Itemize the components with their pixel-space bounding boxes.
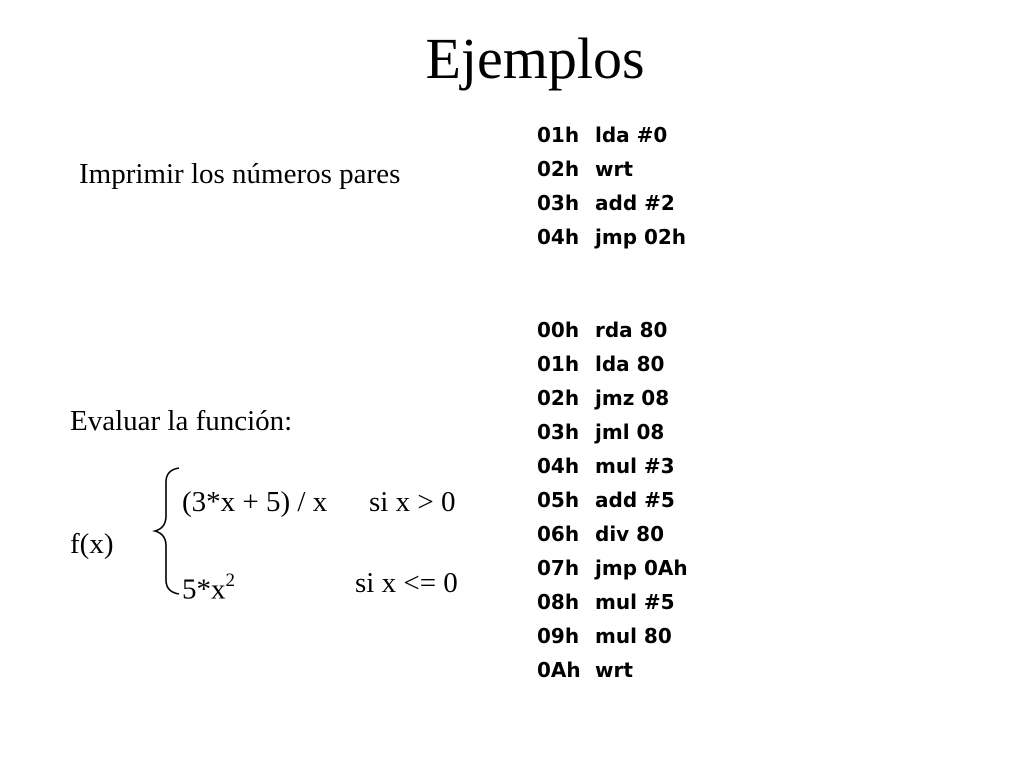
code-line [537, 551, 688, 585]
code-line [537, 118, 686, 152]
code-address: 00h [537, 318, 580, 342]
function-label: f(x) [70, 528, 114, 560]
code-address: 02h [537, 386, 580, 410]
code-line [537, 585, 688, 619]
code-address: 08h [537, 590, 580, 614]
code-line [537, 517, 688, 551]
code-line [537, 152, 686, 186]
code-instruction: mul #5 [595, 590, 675, 614]
slide-title: Ejemplos [425, 26, 645, 91]
code-instruction: div 80 [595, 522, 665, 546]
case2-expression-base: 5*x [182, 573, 226, 606]
example2-task: Evaluar la función: [70, 405, 293, 437]
code-instruction: jmz 08 [595, 386, 670, 410]
left-brace-icon [152, 466, 182, 596]
code-address: 05h [537, 488, 580, 512]
code-address: 04h [537, 454, 580, 478]
example1-task: Imprimir los números pares [79, 158, 401, 190]
code-instruction: lda #0 [595, 123, 668, 147]
code-instruction: mul 80 [595, 624, 672, 648]
code-address: 03h [537, 420, 580, 444]
code-address: 07h [537, 556, 580, 580]
code-instruction: jmp 0Ah [595, 556, 688, 580]
code-instruction: add #2 [595, 191, 675, 215]
code-address: 04h [537, 225, 580, 249]
code-instruction: wrt [595, 658, 633, 682]
code-line [537, 313, 688, 347]
code-line [537, 449, 688, 483]
code-line [537, 483, 688, 517]
code-instruction: wrt [595, 157, 633, 181]
case2-expression [182, 565, 235, 608]
code-line [537, 381, 688, 415]
code-instruction: jml 08 [595, 420, 665, 444]
code-line [537, 186, 686, 220]
code-instruction: lda 80 [595, 352, 665, 376]
case1-condition: si x > 0 [369, 486, 456, 518]
code-line [537, 619, 688, 653]
code-instruction: rda 80 [595, 318, 668, 342]
code-address: 01h [537, 352, 580, 376]
code-line [537, 220, 686, 254]
code-line [537, 415, 688, 449]
code-address: 0Ah [537, 658, 581, 682]
code-address: 03h [537, 191, 580, 215]
case2-exponent: 2 [225, 570, 235, 591]
code-instruction: mul #3 [595, 454, 675, 478]
code-address: 09h [537, 624, 580, 648]
case2-condition: si x <= 0 [355, 567, 458, 599]
code-instruction: jmp 02h [595, 225, 687, 249]
code-line [537, 347, 688, 381]
example1-code-listing [537, 118, 686, 254]
code-line [537, 653, 688, 687]
code-address: 02h [537, 157, 580, 181]
case1-expression: (3*x + 5) / x [182, 486, 328, 518]
example2-code-listing [537, 313, 688, 687]
code-instruction: add #5 [595, 488, 675, 512]
code-address: 01h [537, 123, 580, 147]
code-address: 06h [537, 522, 580, 546]
